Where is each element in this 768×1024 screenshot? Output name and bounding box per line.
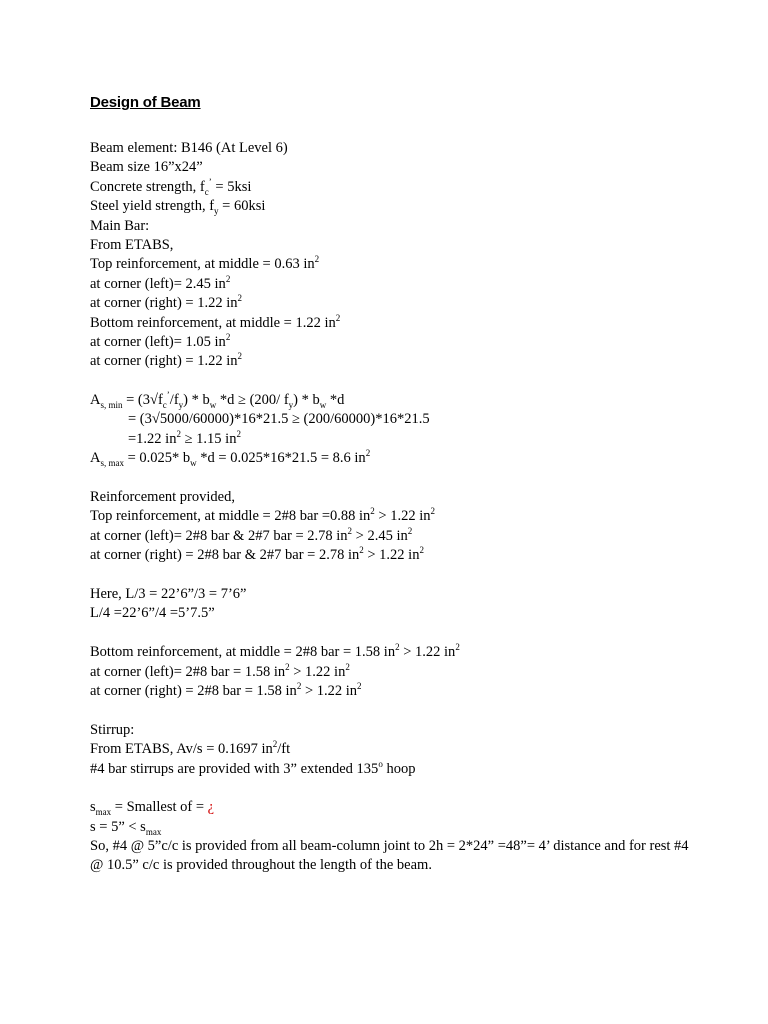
provided-bottom-right-line: at corner (right) = 2#8 bar = 1.58 $in^2 > 1.22$ $in^2$	[90, 681, 362, 699]
beam-size-line: Beam size 16”x24”	[90, 159, 203, 176]
stirrup-provided-line: #4 bar stirrups are provided with 3” extended 135$^o$ hoop	[90, 758, 416, 777]
spacer	[90, 624, 690, 643]
bottom-reinf-middle-line: Bottom reinforcement, at middle = 1.22 $in^2$	[90, 312, 341, 331]
document-body	[90, 139, 690, 876]
l-quarter-line: L/4 =22’6”/4 =5’7.5”	[90, 605, 215, 622]
provided-bottom-left-line: at corner (left)= 2#8 bar = 1.58 $in^2 > 1.22$ $in^2$	[90, 661, 350, 680]
spacer	[90, 469, 690, 488]
as-min-substitution-line: = (3√5000/60000)*16*21.5 ≥ (200/60000)*16*21.5	[128, 411, 430, 428]
s-spacing-line: s = 5” < $s_{max}$	[90, 818, 162, 837]
top-reinf-right-line: at corner (right) = 1.22 $in^2$	[90, 293, 242, 312]
stirrup-etabs-line: From ETABS, Av/s = 0.1697 $in^2/ft$	[90, 739, 291, 758]
provided-top-right-line: at corner (right) = 2#8 bar & 2#7 bar = 2.78 $in^2 > 1.22$ $in^2$	[90, 545, 424, 564]
top-reinf-middle-line: Top reinforcement, at middle = 0.63 $in^2$	[90, 254, 320, 273]
l-third-line: Here, L/3 = 22’6”/3 = 7’6”	[90, 585, 247, 602]
provided-top-left-line: at corner (left)= 2#8 bar & 2#7 bar = 2.78 $in^2 > 2.45$ $in^2$	[90, 525, 413, 544]
reinf-provided-heading: Reinforcement provided,	[90, 489, 235, 506]
beam-element-line: Beam element: B146 (At Level 6)	[90, 140, 288, 156]
page-title: Design of Beam	[90, 94, 201, 111]
from-etabs-line: From ETABS,	[90, 236, 174, 253]
top-reinf-left-line: at corner (left)= 2.45 $in^2$	[90, 273, 231, 292]
as-min-formula-line: $A_{s, min} = (3√f_c^’/f_y) * b_w$ *d ≥ (200/ $f_y) * b_w$ *d	[90, 390, 345, 410]
spacer	[90, 701, 690, 720]
provided-top-middle-line: Top reinforcement, at middle = 2#8 bar =0.88 $in^2 > 1.22$ $in^2$	[90, 506, 436, 525]
spacer	[90, 566, 690, 585]
error-glyph: ¿	[207, 799, 215, 816]
bottom-reinf-left-line: at corner (left)= 1.05 $in^2$	[90, 332, 231, 350]
steel-yield-line: Steel yield strength, $f_y = 60ksi$	[90, 198, 266, 217]
main-bar-heading: Main Bar:	[90, 217, 150, 234]
spacer	[90, 372, 690, 391]
provided-bottom-middle-line: Bottom reinforcement, at middle = 2#8 bar = 1.58 $in^2 > 1.22$ $in^2$	[90, 642, 460, 661]
concrete-strength-line: Concrete strength, $f_c^’ = 5ksi$	[90, 176, 252, 197]
bottom-reinf-right-line: at corner (right) = 1.22 $in^2$	[90, 351, 242, 370]
spacer	[90, 779, 690, 798]
smax-line: $s_{max}$ = Smallest of = ¿	[90, 799, 215, 818]
as-max-line: $A_{s, max} = 0.025*$ $b_w$ *d = 0.025*16*21.5 = 8.6 $in^2$	[90, 448, 371, 469]
conclusion-paragraph: So, #4 @ 5”c/c is provided from all beam-column joint to 2h = 2*24” =48”= 4’ distance and for rest #4 @ 10.5” c/c is provided throughout the length of the beam.	[90, 838, 689, 874]
as-min-result-line: =1.22 $in^2 \ge 1.15$ $in^2$	[128, 429, 241, 447]
stirrup-heading: Stirrup:	[90, 721, 135, 738]
